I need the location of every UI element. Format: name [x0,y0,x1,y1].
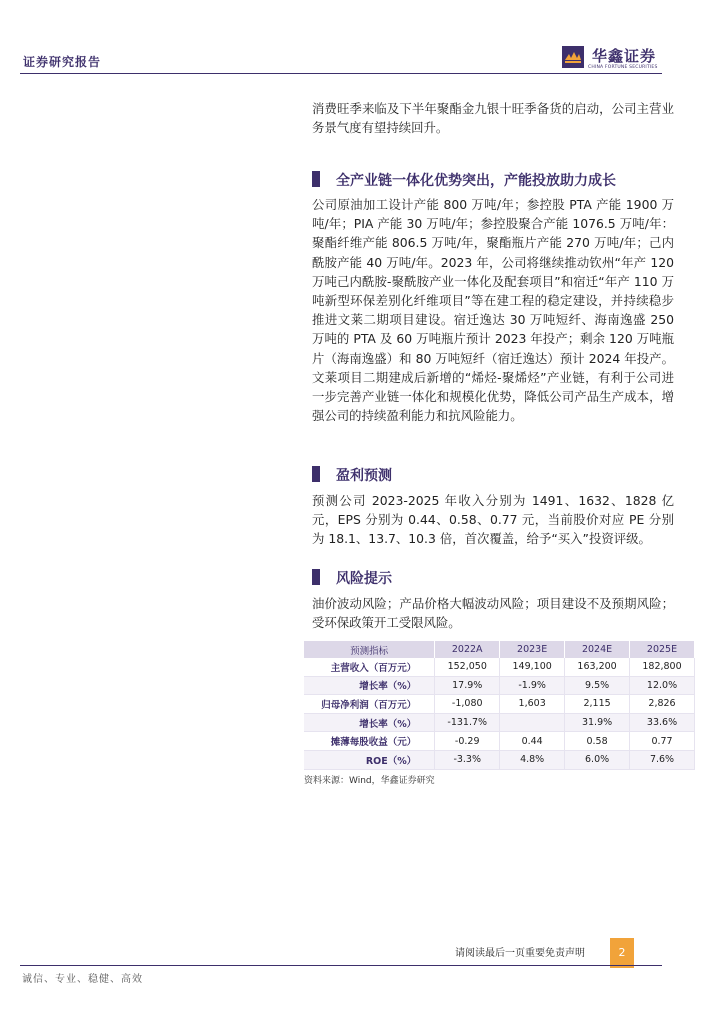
section-heading-forecast [312,465,674,485]
row-label: 增长率（%） [304,713,435,732]
table-row [304,732,695,751]
forecast-table [304,641,695,770]
table-cell: -131.7% [435,713,500,732]
report-type-label: 证券研究报告 [23,55,102,69]
table-cell: 2,115 [565,695,630,714]
table-cell: -1.9% [500,676,565,695]
table-row [304,658,695,676]
company-logo [562,44,662,74]
table-cell: 182,800 [630,658,695,676]
table-cell: 6.0% [565,750,630,769]
section-title: 风险提示 [336,571,392,587]
table-cell: 0.77 [630,732,695,751]
table-cell: 12.0% [630,676,695,695]
section-body-risk: 油价波动风险；产品价格大幅波动风险；项目建设不及预期风险；受环保政策开工受限风险。 [312,596,674,631]
table-cell: 0.44 [500,732,565,751]
section-body-forecast: 预测公司 2023-2025 年收入分别为 1491、1632、1828 亿元，EPS 分别为 0.44、0.58、0.77 元，当前股价对应 PE 分别为 18.1、13.7、10.3 倍，首次覆盖，给予“买入”投资评级。 [312,493,674,547]
table-row [304,676,695,695]
row-label: 增长率（%） [304,676,435,695]
table-header-cell: 2023E [500,641,565,658]
table-row [304,750,695,769]
table-cell [500,713,565,732]
section-marker [312,569,320,585]
section-marker [312,466,320,482]
table-header-cell: 2022A [435,641,500,658]
table-header-cell: 2025E [630,641,695,658]
row-label: 主营收入（百万元） [304,658,435,676]
section-title: 全产业链一体化优势突出，产能投放助力成长 [336,173,616,189]
section-marker [312,171,320,187]
row-label: ROE（%） [304,750,435,769]
table-cell: 2,826 [630,695,695,714]
row-label: 归母净利润（百万元） [304,695,435,714]
table-cell: 33.6% [630,713,695,732]
section-title: 盈利预测 [336,468,392,484]
page-number: 2 [618,946,626,959]
header-divider [20,73,662,74]
table-row [304,713,695,732]
table-cell: 7.6% [630,750,695,769]
table-cell: 4.8% [500,750,565,769]
table-cell: 9.5% [565,676,630,695]
table-cell: -0.29 [435,732,500,751]
table-cell: -3.3% [435,750,500,769]
section-heading-integration [312,170,674,190]
table-header-cell: 2024E [565,641,630,658]
footer-divider [20,965,662,966]
page-number-badge [610,938,634,968]
footer-motto: 诚信、专业、稳健、高效 [22,974,143,985]
table-cell: 163,200 [565,658,630,676]
table-cell: 0.58 [565,732,630,751]
table-cell: -1,080 [435,695,500,714]
table-row [304,695,695,714]
section-heading-risk [312,568,674,588]
logo-text-cn: 华鑫证券 [592,47,657,65]
table-cell: 31.9% [565,713,630,732]
table-cell: 1,603 [500,695,565,714]
table-cell: 149,100 [500,658,565,676]
row-label: 摊薄每股收益（元） [304,732,435,751]
table-cell: 152,050 [435,658,500,676]
disclaimer-link[interactable]: 请阅读最后一页重要免责声明 [455,948,585,959]
section-body-integration: 公司原油加工设计产能 800 万吨/年；参控股 PTA 产能 1900 万吨/年；PIA 产能 30 万吨/年；参控股聚合产能 1076.5 万吨/年：聚酯纤维产能 806.5 万吨/年，聚酯瓶片产能 270 万吨/年；己内酰胺产能 40 万吨/年。2023 年，公司将继续推动钦州“年产 120 万吨己内酰胺-聚酰胺产业一体化及配套项目”和宿迁“年产 110 万吨新型环保差别化纤维项目”等在建工程的稳定建设，并持续稳步推进文莱二期项目建设。宿迁逸达 30 万吨短纤、海南逸盛 250 万吨的 PTA 及 60 万吨瓶片预计 2023 年投产；剩余 120 万吨瓶片（海南逸盛）和 80 万吨短纤（宿迁逸达）预计 2024 年投产。文莱项目二期建成后新增的“烯烃-聚烯烃”产业链，有利于公司进一步完善产业链一体化和规模化优势，降低公司产品生产成本，增强公司的持续盈利能力和抗风险能力。 [312,197,674,424]
table-header-row [304,641,695,658]
table-header-cell: 预测指标 [304,641,435,658]
table-source-note: 资料来源：Wind，华鑫证券研究 [304,776,435,786]
huaxin-logo-icon [562,46,584,68]
logo-text-en: CHINA FORTUNE SECURITIES [588,65,658,70]
table-cell: 17.9% [435,676,500,695]
intro-paragraph: 消费旺季来临及下半年聚酯金九银十旺季备货的启动，公司主营业务景气度有望持续回升。 [312,101,674,136]
